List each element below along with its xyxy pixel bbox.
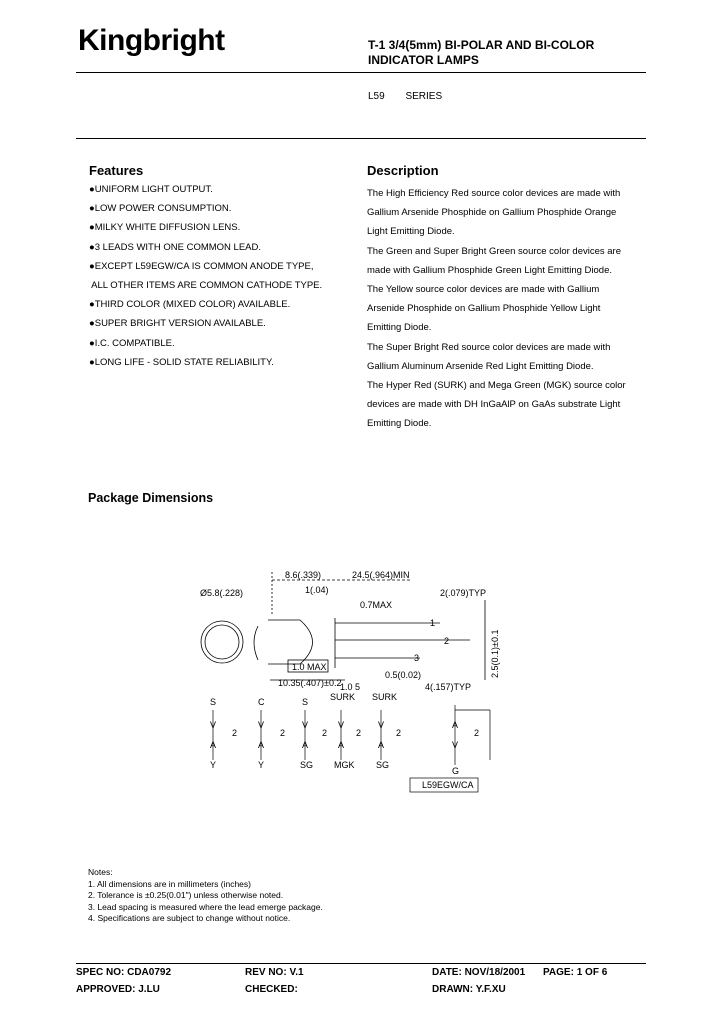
circuit-mid-label: V	[258, 720, 265, 730]
circuit-mid-label: A	[452, 720, 459, 730]
features-list	[89, 180, 359, 372]
footer-rule	[76, 963, 646, 964]
circuit-pin-label: 2	[396, 728, 402, 738]
circuit-1	[210, 697, 237, 770]
description-line: The Super Bright Red source color devices are made with	[367, 341, 611, 353]
header-rule	[76, 72, 646, 73]
description-line: made with Gallium Phosphide Green Light Emitting Diode.	[367, 264, 613, 276]
circuit-pin-label: 2	[280, 728, 286, 738]
dim-d8: 10.35(.407)±0.2	[278, 678, 342, 688]
dim-diameter: Ø5.8(.228)	[200, 588, 244, 598]
circuit-top-label: SURK	[330, 692, 356, 702]
feature-item: ●EXCEPT L59EGW/CA IS COMMON ANODE TYPE,	[89, 260, 314, 272]
description-line: The High Efficiency Red source color devices are made with	[367, 188, 621, 199]
circuit-a-label: A	[258, 740, 265, 750]
lens-outer-outline	[201, 621, 243, 663]
document-title	[368, 38, 668, 68]
circuit-3	[300, 697, 327, 770]
description-line: Gallium Arsenide Phosphide on Gallium Phosphide Orange	[367, 207, 617, 219]
body-outline	[268, 620, 313, 664]
note-item: 2. Tolerance is ±0.25(0.01") unless otherwise noted.	[88, 890, 284, 900]
series-label: SERIES	[405, 91, 443, 102]
dim-d2: 24.5(.964)MIN	[352, 570, 410, 580]
title-line-1: T-1 3/4(5mm) BI-POLAR AND BI-COLOR	[368, 38, 595, 52]
description-line: Gallium Aluminum Arsenide Red Light Emitting Diode.	[367, 360, 594, 372]
circuit-a-label: A	[302, 740, 309, 750]
dim-d3: 1(.04)	[305, 585, 329, 595]
lead-number-2: 2	[444, 636, 450, 646]
series-rule	[76, 138, 646, 139]
feature-item: ●LONG LIFE - SOLID STATE RELIABILITY.	[89, 356, 274, 368]
circuit-pin-label: 2	[356, 728, 362, 738]
circuit-b-label: SG	[300, 760, 314, 770]
description-line: Arsenide Phosphide on Gallium Phosphide Yellow Light	[367, 303, 601, 315]
lead-number-1: 1	[430, 618, 436, 628]
package-drawing	[0, 560, 720, 800]
circuit-a-label: A	[338, 740, 345, 750]
description-line: The Green and Super Bright Green source color devices are	[367, 245, 621, 257]
dim-d1: 8.6(.339)	[285, 570, 322, 580]
circuit-a-label: V	[452, 740, 459, 750]
dim-d6: 2.5(0.1)±0.1	[490, 629, 500, 678]
description-line: Emitting Diode.	[367, 418, 432, 430]
description-body	[367, 184, 637, 434]
description-heading: Description	[367, 163, 439, 178]
circuit-a-label: A	[210, 740, 217, 750]
feature-item: ●SUPER BRIGHT VERSION AVAILABLE.	[89, 318, 266, 330]
feature-item: ●UNIFORM LIGHT OUTPUT.	[89, 184, 213, 195]
page-number: PAGE: 1 OF 6	[543, 967, 608, 978]
lens-dome-outline	[254, 626, 258, 660]
dim-d11: 1.0 5	[340, 682, 361, 692]
brand-logo: Kingbright	[78, 24, 225, 57]
circuit-6	[452, 720, 479, 776]
lead-number-3: 3	[414, 653, 420, 663]
feature-item: ●LOW POWER CONSUMPTION.	[89, 203, 232, 215]
circuit-mid-label: V	[210, 720, 217, 730]
circuit-top-label: SURK	[372, 692, 398, 702]
description-line: Emitting Diode.	[367, 322, 432, 334]
series-line	[368, 91, 460, 102]
notes-block	[88, 867, 323, 925]
circuit-5	[372, 692, 401, 770]
notes-heading: Notes:	[88, 867, 113, 877]
note-item: 3. Lead spacing is measured where the lead emerge package.	[88, 901, 323, 912]
circuit-mid-label: V	[302, 720, 309, 730]
circuit-mid-label: V	[378, 720, 385, 730]
description-line: Light Emitting Diode.	[367, 226, 455, 238]
circuit-b-label: Y	[210, 760, 217, 770]
circuit-pin-label: 2	[232, 728, 238, 738]
feature-item: ALL OTHER ITEMS ARE COMMON CATHODE TYPE.	[89, 280, 323, 292]
circuit-b-label: MGK	[334, 760, 355, 770]
dim-d10: 4(.157)TYP	[425, 682, 472, 692]
circuit-2	[258, 697, 285, 770]
revision-number: REV NO: V.1	[245, 967, 304, 978]
document-date: DATE: NOV/18/2001	[432, 967, 526, 978]
dim-d5: 0.7MAX	[360, 600, 393, 610]
feature-item: ●3 LEADS WITH ONE COMMON LEAD.	[89, 241, 262, 253]
package-heading: Package Dimensions	[88, 491, 214, 505]
circuit-pin-label: 2	[474, 728, 480, 738]
circuit-pin-label: 2	[322, 728, 328, 738]
note-item: 4. Specifications are subject to change without notice.	[88, 913, 291, 923]
description-line: devices are made with DH InGaAlP on GaAs substrate Light	[367, 399, 621, 411]
dim-d7: 1.0 MAX	[292, 662, 327, 672]
title-line-2: INDICATOR LAMPS	[368, 53, 479, 67]
series-code: L59	[368, 91, 385, 102]
checked-by: CHECKED:	[245, 984, 298, 995]
circuit-b-label: SG	[376, 760, 390, 770]
dim-d9: 0.5(0.02)	[385, 670, 422, 680]
special-part-label: L59EGW/CA	[422, 780, 474, 790]
circuit-b-label: G	[452, 766, 460, 776]
circuit-top-label: S	[210, 697, 217, 707]
lens-inner-outline	[205, 625, 239, 659]
dim-d4: 2(.079)TYP	[440, 588, 487, 598]
circuit-a-label: A	[378, 740, 385, 750]
note-item: 1. All dimensions are in millimeters (inches)	[88, 878, 251, 889]
circuit-top-label: C	[258, 697, 265, 707]
spec-number: SPEC NO: CDA0792	[76, 967, 172, 978]
drawn-by: DRAWN: Y.F.XU	[432, 984, 506, 995]
features-heading: Features	[89, 163, 144, 178]
circuit-b-label: Y	[258, 760, 265, 770]
feature-item: ●THIRD COLOR (MIXED COLOR) AVAILABLE.	[89, 299, 291, 311]
description-line: The Hyper Red (SURK) and Mega Green (MGK) source color	[367, 380, 626, 392]
feature-item: ●I.C. COMPATIBLE.	[89, 337, 175, 349]
approved-by: APPROVED: J.LU	[76, 984, 160, 995]
circuit-4	[330, 692, 361, 770]
feature-item: ●MILKY WHITE DIFFUSION LENS.	[89, 222, 241, 234]
description-line: The Yellow source color devices are made with Gallium	[367, 284, 600, 296]
circuit-top-label: S	[302, 697, 309, 707]
circuit-mid-label: V	[338, 720, 345, 730]
